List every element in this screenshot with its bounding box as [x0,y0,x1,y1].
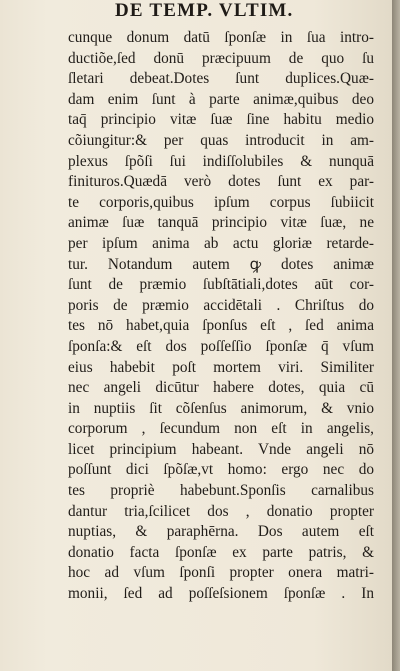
text-line: cõiungitur:& per quas introducit in am- [68,131,374,149]
text-line: dantur tria,ſcilicet dos , donatio propter [68,502,374,520]
text-line: eius habebit poſt mortem viri. Similiter [68,358,374,376]
text-line: ſletari debeat.Dotes ſunt duplices.Quæ- [68,70,374,88]
body-text [68,28,374,605]
text-line: per ipſum anima ab actu gloriæ retarde- [68,234,374,252]
text-line: nuptias, & paraphērna. Dos autem eſt [68,523,374,541]
text-line: te corporis,quibus ipſum corpus ſubiicit [68,193,374,211]
text-line: monii, ſed ad poſſeſsionem ſponſæ . In [68,585,374,603]
text-line: animæ ſuæ tanquā principio vitæ ſuæ, ne [68,214,374,232]
text-line: tes propriè habebunt.Sponſis carnalibus [68,482,374,500]
text-line: poris de præmio accidētali . Chriſtus do [68,296,374,314]
text-line: hoc ad vſum ſponſi propter onera matri- [68,564,374,582]
text-line: nec angeli dicūtur habere dotes, quia cū [68,379,374,397]
page-edge-shadow [392,0,400,671]
text-line: corporum , ſecundum non eſt in angelis, [68,420,374,438]
text-line: plexus ſpõſi ſui indiſſolubiles & nunquā [68,152,374,170]
text-line: donatio facta ſponſæ ex parte patris, & [68,543,374,561]
text-line: ductiõe,ſed donū præcipuum de quo ſu [68,49,374,67]
text-line: poſſunt dici ſpõſæ,vt homo: ergo nec do [68,461,374,479]
text-line: ſunt de præmio ſubſtātiali,dotes aūt cor- [68,276,374,294]
running-head: DE TEMP. VLTIM. [115,0,294,21]
text-line: cunque donum datū ſponſæ in ſua intro- [68,29,374,46]
text-line: in nuptiis ſit cõſenſus animorum, & vnio [68,399,374,417]
text-line: ſponſa:& eſt dos poſſeſſio ſponſæ q̄ vſum [68,337,374,355]
text-line: tes nō habet,quia ſponſus eſt , ſed anima [68,317,374,335]
text-line: taq̄ principio vitæ ſuæ ſine habitu medio [68,111,374,129]
text-line: dam enim ſunt à parte animæ,quibus deo [68,90,374,108]
text-line: licet principium habeant. Vnde angeli nō [68,440,374,458]
text-line: tur. Notandum autem ꝙ dotes animæ [68,255,374,273]
text-line: finituros.Quædā verò dotes ſunt ex par- [68,173,374,191]
